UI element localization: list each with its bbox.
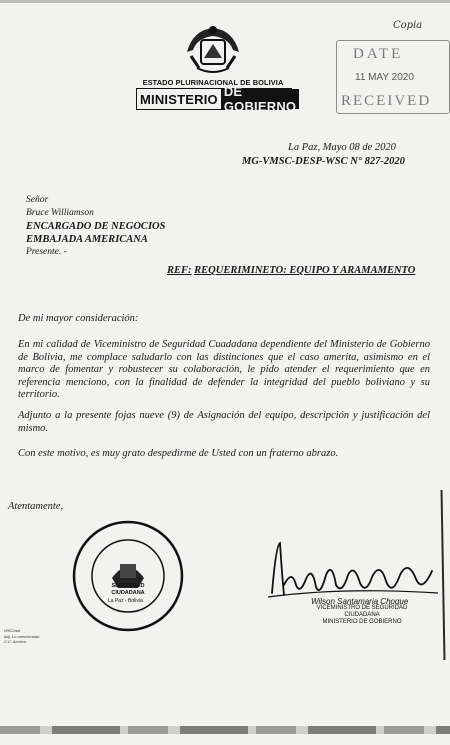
body-paragraph-3: Con este motivo, es muy grato despedirme de Usted con un fraterno abrazo. xyxy=(18,448,339,459)
margin-line xyxy=(441,490,446,660)
recipient-title: ENCARGADO DE NEGOCIOS xyxy=(26,221,166,232)
subject-line xyxy=(167,264,415,277)
reference-number: MG-VMSC-DESP-WSC N° 827-2020 xyxy=(242,156,405,167)
salutation: De mi mayor consideración: xyxy=(18,313,139,324)
stamp-date-label: DATE xyxy=(353,46,404,62)
handwritten-signature xyxy=(262,535,442,605)
stamp-date-value: 11 MAY 2020 xyxy=(355,72,414,83)
signatory-title-3: MINISTERIO DE GOBIERNO xyxy=(322,619,402,625)
letter-date: La Paz, Mayo 08 de 2020 xyxy=(288,142,396,153)
initials-line-2: Adj. Lo mencionado xyxy=(4,633,40,639)
page-edge xyxy=(0,0,450,3)
subject-text: REQUERIMINETO: EQUIPO Y ARAMAMENTO xyxy=(194,265,416,276)
reference-initials xyxy=(4,628,39,645)
initials-line-3: C.C. Archivo xyxy=(4,639,27,644)
recipient-honorific: Señor xyxy=(26,195,49,205)
seal-center-text: SEGURIDAD CIUDADANA xyxy=(111,583,145,596)
initials-line-1: WSC/aat xyxy=(4,628,21,633)
ministry-name-part2: DE GOBIERNO xyxy=(221,89,299,109)
recipient-presente: Presente. - xyxy=(26,247,67,257)
footer-band xyxy=(0,726,450,734)
state-name: ESTADO PLURINACIONAL DE BOLIVIA xyxy=(142,78,284,87)
recipient-organization: EMBAJADA AMERICANA xyxy=(26,234,148,245)
body-paragraph-2: Adjunto a la presente fojas nueve (9) de Asignación del equipo, descripción y justificación del mismo. xyxy=(18,410,430,434)
ministry-name-part1: MINISTERIO xyxy=(140,91,218,107)
recipient-name: Bruce Williamson xyxy=(26,208,94,218)
official-seal-icon xyxy=(72,520,184,632)
ministry-name xyxy=(136,84,297,114)
signatory-name: Wilson Santamaria Choque xyxy=(311,597,409,606)
signatory-title-1: VICEMINISTRO DE SEGURIDAD xyxy=(316,605,408,611)
subject-label: REF: xyxy=(167,265,192,276)
stamp-received-label: RECEIVED xyxy=(341,93,432,109)
handwritten-copy-note: Copia xyxy=(393,20,423,31)
body-paragraph-1: En mi calidad de Viceministro de Seguridad Cuadadana dependiente del Ministerio de Gobierno de Bolivia, me complace saludarlo con las distinciones que el caso amerita, asimismo en el marco de fomentar y robustecer su colaboración, le pido atender el requerimiento que en referencia menciono, con la finalidad de defender la integridad del pueblo boliviano y su territorio. xyxy=(18,339,430,400)
seal-city: La Paz - Bolivia xyxy=(108,598,143,604)
received-stamp xyxy=(336,40,450,114)
signatory-title-2: CIUDADANA xyxy=(344,612,380,618)
closing: Atentamente, xyxy=(8,501,64,512)
coat-of-arms-icon xyxy=(183,22,243,76)
